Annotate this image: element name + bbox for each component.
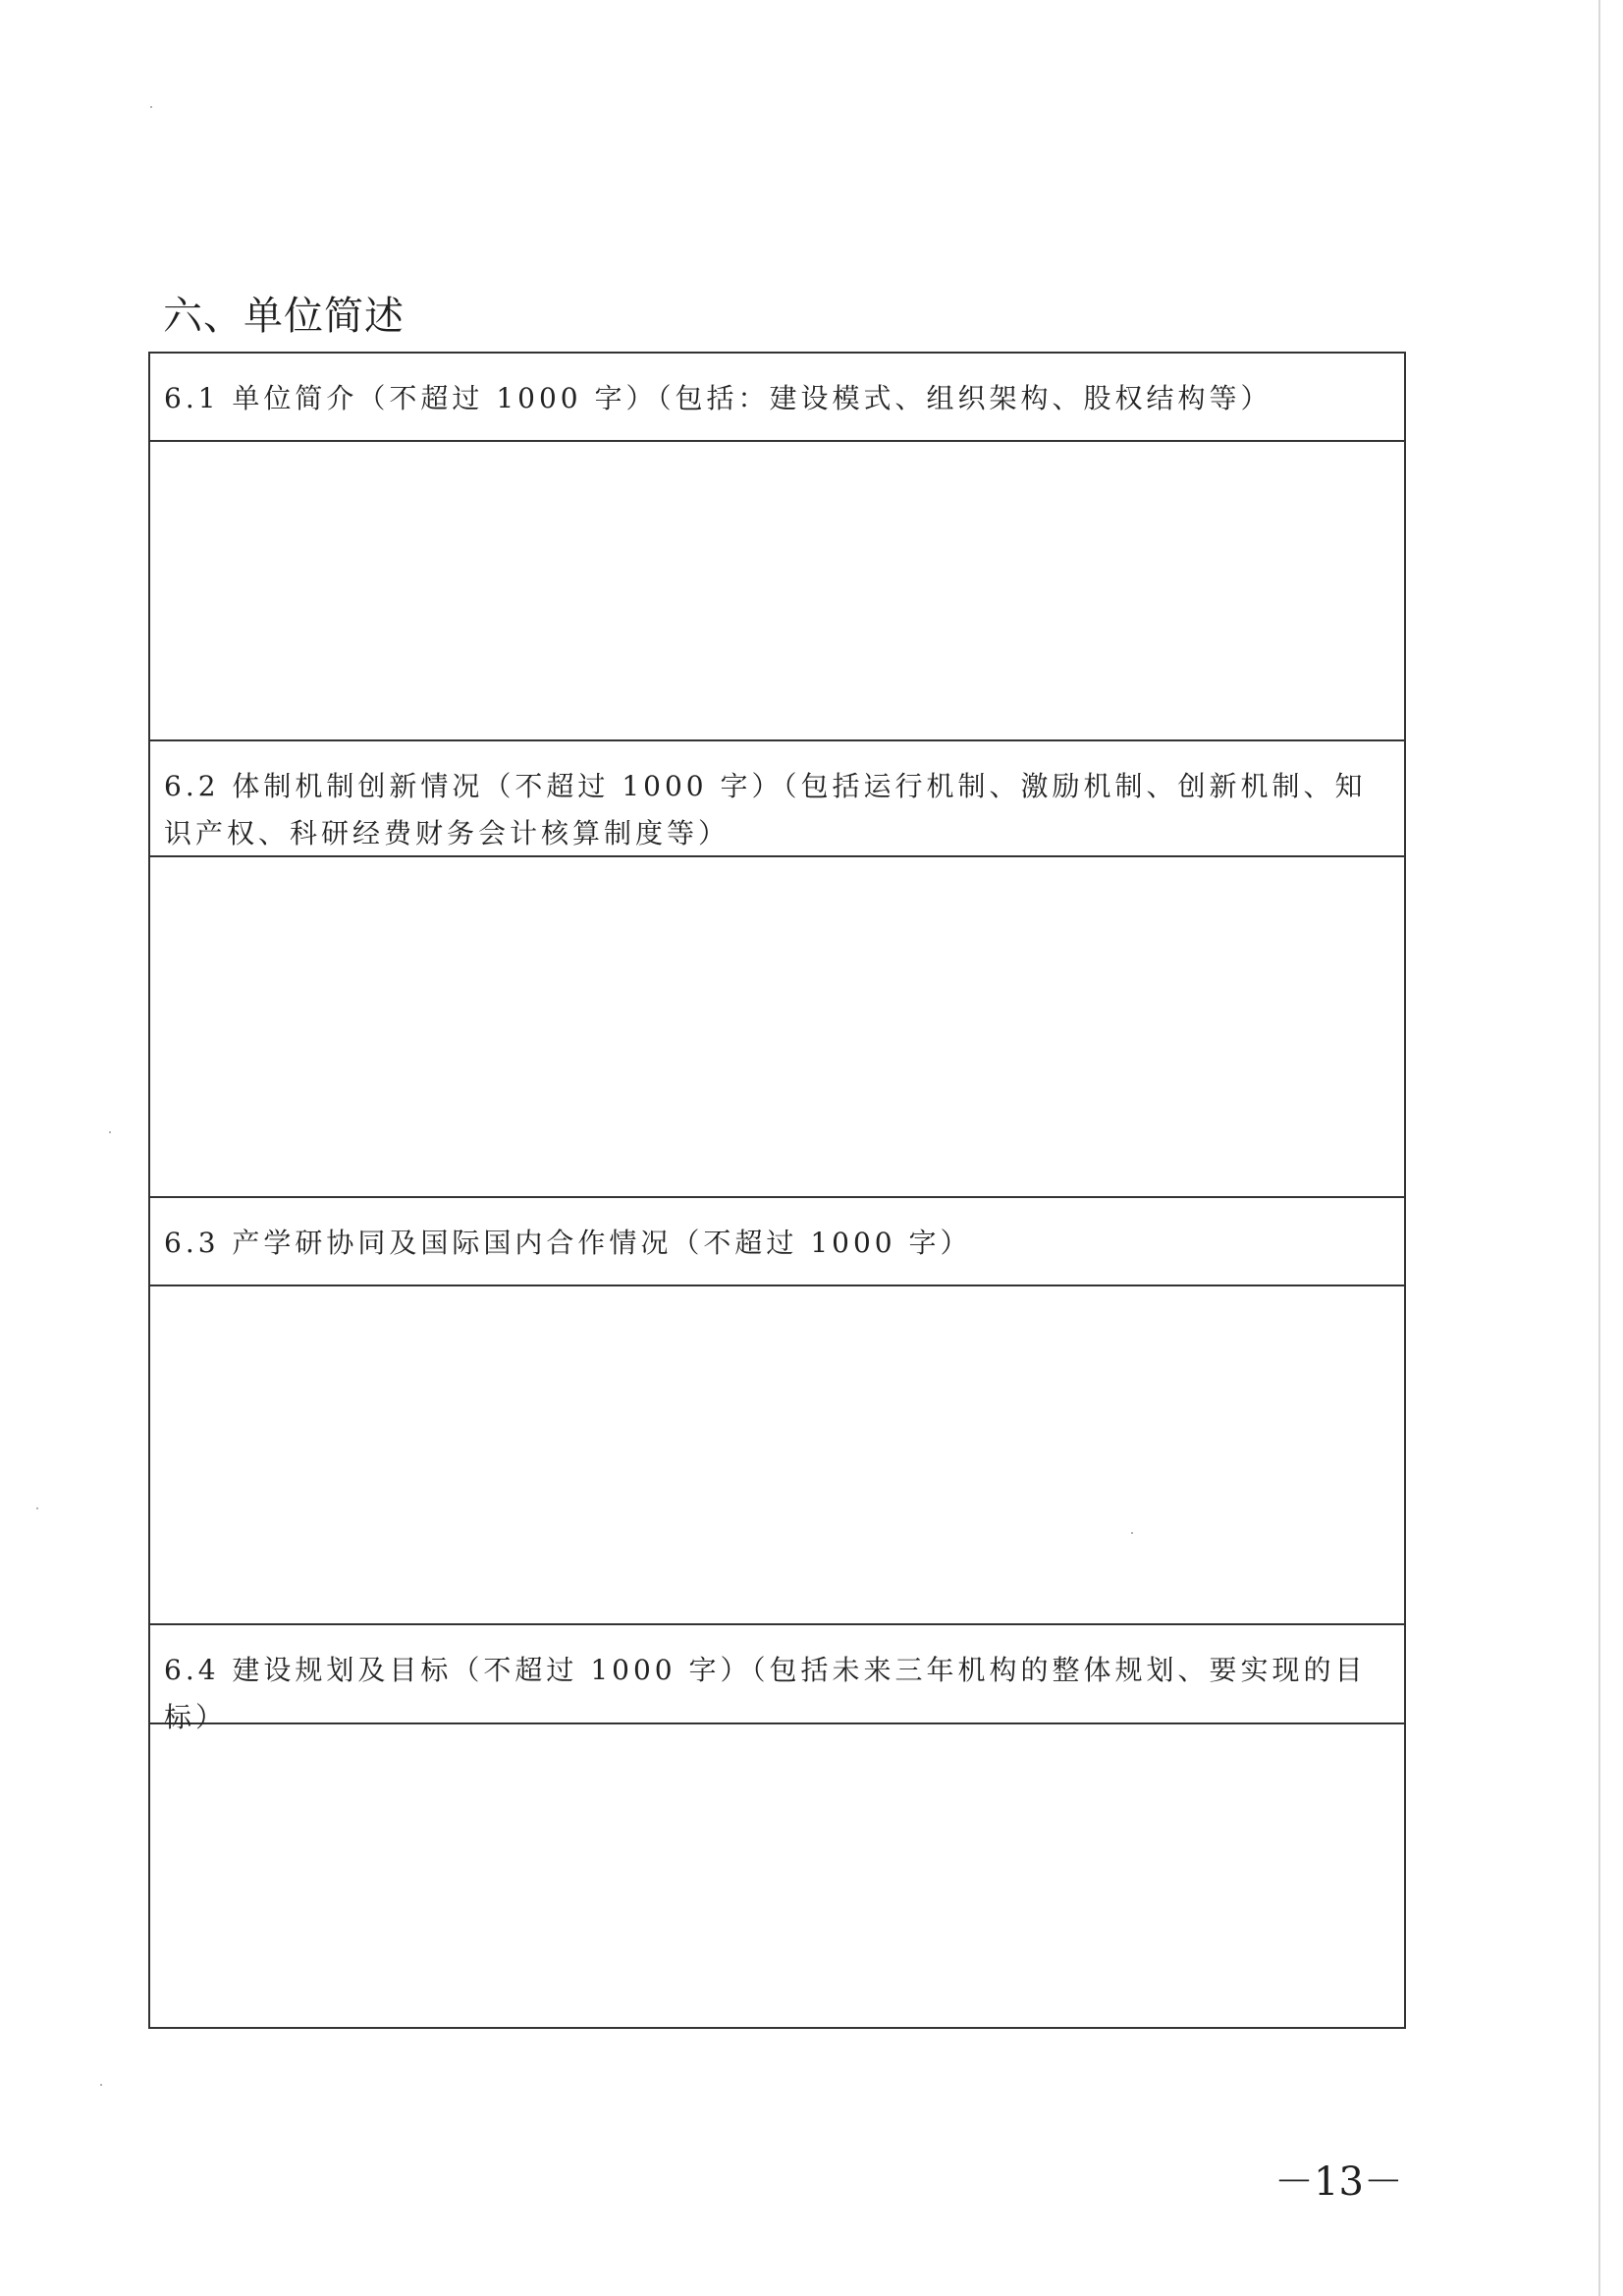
scan-speck: [36, 1507, 38, 1509]
label-6-3: 6.3 产学研协同及国际国内合作情况（不超过 1000 字）: [150, 1198, 1404, 1286]
answer-field-6-1[interactable]: [150, 442, 1404, 741]
scan-speck: [150, 106, 152, 108]
answer-field-6-2[interactable]: [150, 857, 1404, 1198]
scan-speck: [109, 1131, 111, 1133]
label-6-4: 6.4 建设规划及目标（不超过 1000 字）（包括未来三年机构的整体规划、要实现的目标）: [150, 1625, 1404, 1724]
answer-field-6-4[interactable]: [150, 1724, 1404, 2027]
label-6-2: 6.2 体制机制创新情况（不超过 1000 字）（包括运行机制、激励机制、创新机制、知识产权、科研经费财务会计核算制度等）: [150, 741, 1404, 857]
section-heading: 六、单位简述: [163, 294, 405, 339]
form-table: [148, 352, 1406, 2029]
page-edge-line: [1598, 0, 1600, 2296]
scan-speck: [100, 2084, 102, 2086]
answer-field-6-3[interactable]: [150, 1286, 1404, 1625]
scan-speck: [1131, 1532, 1133, 1534]
label-6-1: 6.1 单位简介（不超过 1000 字）（包括：建设模式、组织架构、股权结构等）: [150, 354, 1404, 442]
page-number: －13－: [1274, 2159, 1403, 2205]
